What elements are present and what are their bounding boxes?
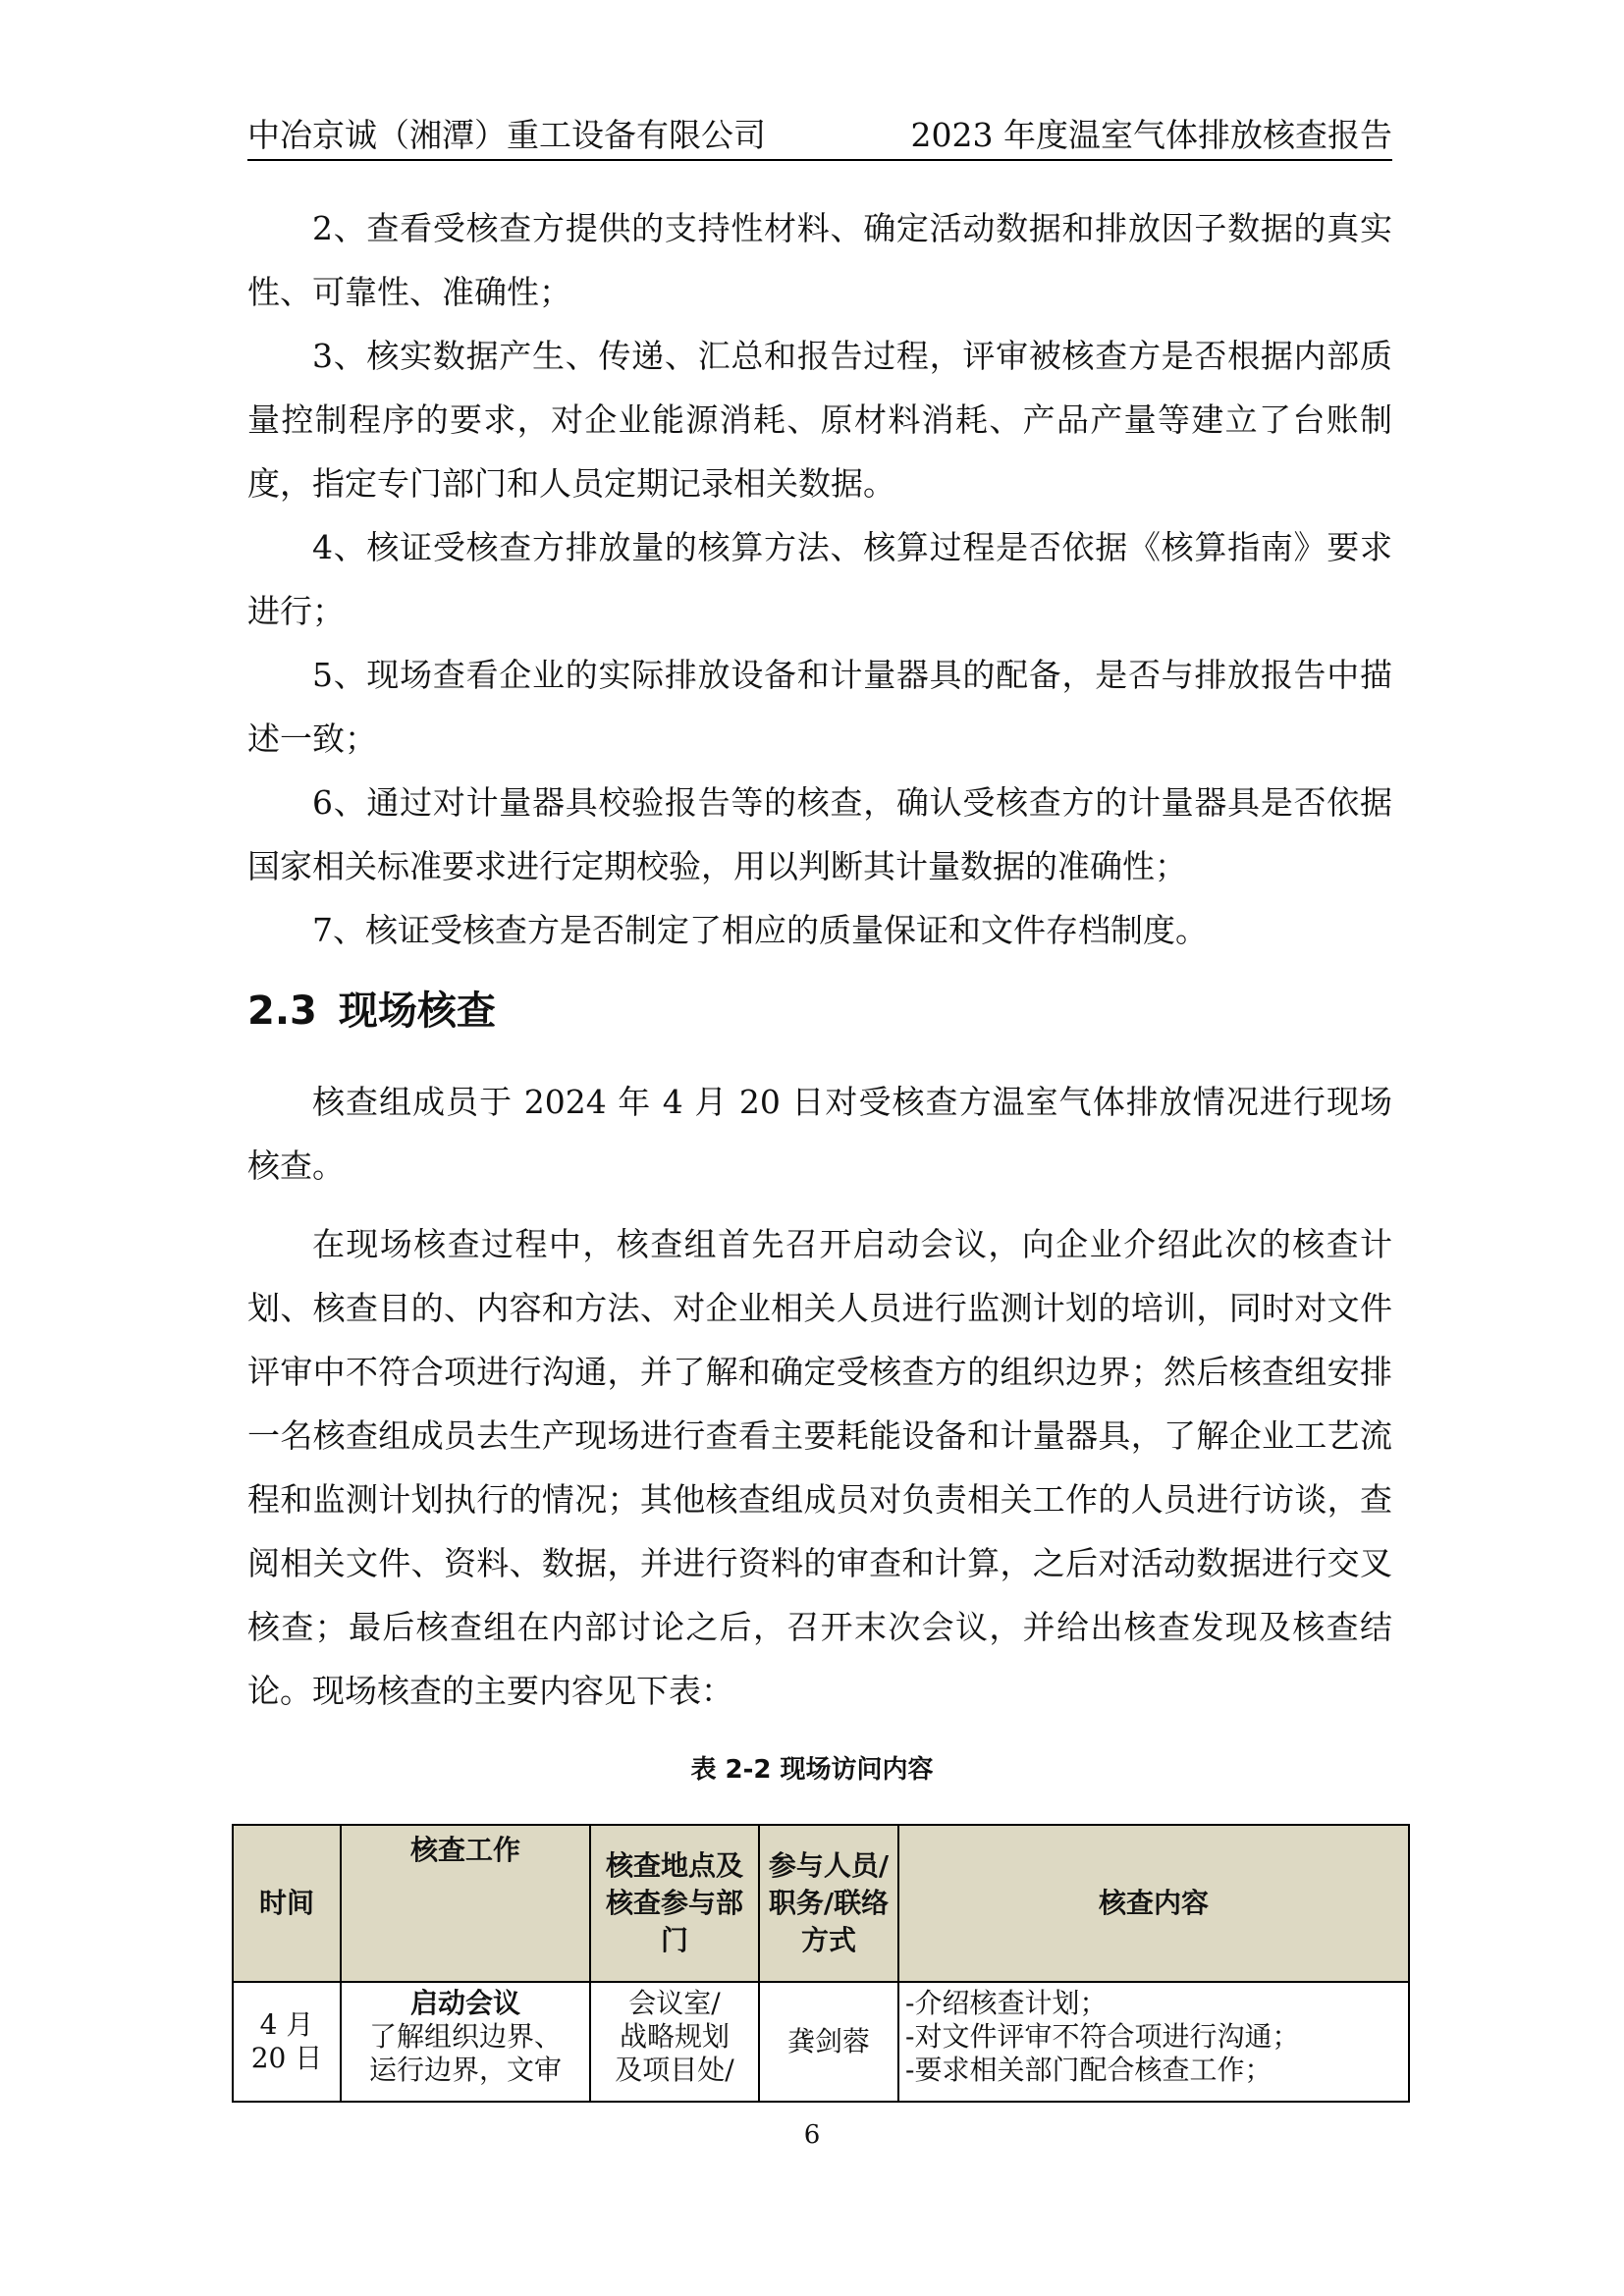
cell-content-line: -介绍核查计划； <box>905 1987 1108 2019</box>
table-row <box>233 1982 1409 2102</box>
cell-personnel: 龚剑蓉 <box>759 1982 898 2102</box>
header-report-title: 2023 年度温室气体排放核查报告 <box>910 116 1392 154</box>
table-header-row <box>233 1825 1409 1982</box>
cell-work <box>341 1982 590 2102</box>
site-visit-table <box>232 1824 1410 2103</box>
header-personnel: 参与人员/职务/联络方式 <box>759 1825 898 1982</box>
section-number: 2.3 <box>247 988 317 1034</box>
cell-work-line: 运行边界，文审 <box>368 2054 562 2086</box>
table-caption: 表 2-2 现场访问内容 <box>690 1755 934 1785</box>
page-number: 6 <box>803 2120 821 2150</box>
header-company: 中冶京诚（湘潭）重工设备有限公司 <box>247 116 766 154</box>
cell-time: 4 月 20 日 <box>233 1982 341 2102</box>
cell-content-line: -要求相关部门配合核查工作； <box>905 2054 1272 2086</box>
header-time: 时间 <box>233 1825 341 1982</box>
cell-location-line: 会议室/ <box>628 1987 721 2019</box>
paragraph-item-5: 5、现场查看企业的实际排放设备和计量器具的配备，是否与排放报告中描述一致； <box>247 656 1392 758</box>
paragraph-item-4: 4、核证受核查方排放量的核算方法、核算过程是否依据《核算指南》要求进行； <box>247 528 1392 630</box>
paragraph-item-2: 2、查看受核查方提供的支持性材料、确定活动数据和排放因子数据的真实性、可靠性、准确性； <box>247 209 1392 311</box>
paragraph-item-6: 6、通过对计量器具校验报告等的核查，确认受核查方的计量器具是否依据国家相关标准要求进行定期校验，用以判断其计量数据的准确性； <box>247 783 1392 885</box>
cell-work-title: 启动会议 <box>409 1987 520 2019</box>
cell-content-line: -对文件评审不符合项进行沟通； <box>905 2020 1300 2053</box>
section-heading <box>247 982 496 1041</box>
cell-location <box>590 1982 759 2102</box>
cell-location-line: 战略规划 <box>619 2020 730 2053</box>
header-work: 核查工作 <box>341 1825 590 1982</box>
paragraph-item-7: 7、核证受核查方是否制定了相应的质量保证和文件存档制度。 <box>312 911 1208 949</box>
cell-location-line: 及项目处/ <box>615 2054 734 2086</box>
header-content: 核查内容 <box>898 1825 1409 1982</box>
page-header <box>247 116 1392 161</box>
cell-work-line: 了解组织边界、 <box>368 2020 562 2053</box>
cell-content <box>898 1982 1409 2102</box>
header-location: 核查地点及核查参与部门 <box>590 1825 759 1982</box>
paragraph-item-3: 3、核实数据产生、传递、汇总和报告过程，评审被核查方是否根据内部质量控制程序的要求，对企业能源消耗、原材料消耗、产品产量等建立了台账制度，指定专门部门和人员定期记录相关数据。 <box>247 337 1392 503</box>
paragraph-onsite-process: 在现场核查过程中，核查组首先召开启动会议，向企业介绍此次的核查计划、核查目的、内容和方法、对企业相关人员进行监测计划的培训，同时对文件评审中不符合项进行沟通，并了解和确定受核查方的组织边界；然后核查组安排一名核查组成员去生产现场进行查看主要耗能设备和计量器具，了解企业工艺流程和监测计划执行的情况；其他核查组成员对负责相关工作的人员进行访谈，查阅相关文件、资料、数据，并进行资料的审查和计算，之后对活动数据进行交叉核查；最后核查组在内部讨论之后，召开末次会议，并给出核查发现及核查结论。现场核查的主要内容见下表： <box>247 1225 1392 1710</box>
paragraph-onsite-date: 核查组成员于 2024 年 4 月 20 日对受核查方温室气体排放情况进行现场核查。 <box>247 1083 1392 1185</box>
section-title: 现场核查 <box>338 988 496 1034</box>
